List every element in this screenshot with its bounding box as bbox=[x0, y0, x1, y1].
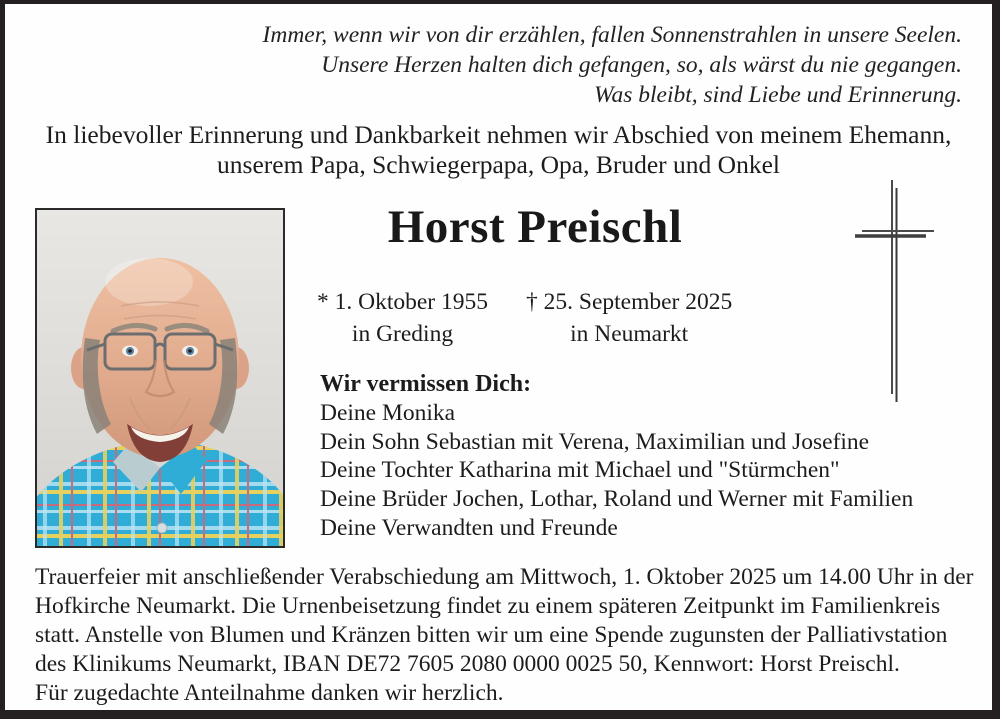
birth-symbol: * bbox=[317, 289, 329, 315]
epigraph-line-3: Was bleibt, sind Liebe und Erinnerung. bbox=[594, 82, 962, 108]
birth-place: in Greding bbox=[351, 321, 454, 347]
mourner-line: Deine Monika bbox=[320, 399, 456, 426]
death-symbol: † bbox=[526, 289, 538, 315]
mourners-heading: Wir vermissen Dich: bbox=[320, 371, 532, 397]
portrait-photo bbox=[35, 208, 285, 548]
intro-line-1: In liebevoller Erinnerung und Dankbarkeit nehmen wir Abschied von meinem Ehemann, bbox=[45, 120, 952, 149]
head-shine bbox=[105, 258, 193, 306]
funeral-line: Hofkirche Neumarkt. Die Urnenbeisetzung findet zu einem späteren Zeitpunkt im Familienkreis bbox=[35, 593, 941, 619]
life-dates bbox=[317, 286, 732, 350]
death-date: 25. September 2025 bbox=[543, 289, 733, 315]
funeral-line: Für zugedachte Anteilnahme danken wir herzlich. bbox=[35, 680, 504, 706]
mourner-line: Dein Sohn Sebastian mit Verena, Maximilian und Josefine bbox=[320, 428, 870, 455]
mourner-line: Deine Verwandten und Freunde bbox=[320, 514, 618, 541]
death-date-line bbox=[526, 286, 732, 318]
birth-date: 1. Oktober 1955 bbox=[334, 289, 489, 315]
memorial-cross-icon bbox=[850, 174, 945, 406]
shirt-button bbox=[157, 523, 167, 533]
funeral-line: Trauerfeier mit anschließender Verabschiedung am Mittwoch, 1. Oktober 2025 um 14.00 Uhr in der bbox=[35, 564, 974, 590]
birth-date-line bbox=[317, 286, 488, 318]
mourner-line: Deine Brüder Jochen, Lothar, Roland und Werner mit Familien bbox=[320, 486, 914, 513]
epigraph bbox=[263, 20, 962, 110]
intro-line-2: unserem Papa, Schwiegerpapa, Opa, Bruder und Onkel bbox=[217, 150, 780, 179]
mourner-line: Deine Tochter Katharina mit Michael und "Stürmchen" bbox=[320, 457, 840, 484]
funeral-info bbox=[35, 563, 980, 708]
epigraph-line-1: Immer, wenn wir von dir erzählen, fallen Sonnenstrahlen in unsere Seelen. bbox=[262, 22, 962, 48]
portrait-illustration bbox=[37, 210, 283, 546]
epigraph-line-2: Unsere Herzen halten dich gefangen, so, als wärst du nie gegangen. bbox=[321, 52, 962, 78]
deceased-name: Horst Preischl bbox=[387, 201, 683, 253]
intro-text bbox=[5, 120, 992, 180]
funeral-line: statt. Anstelle von Blumen und Kränzen bitten wir um eine Spende zugunsten der Palliativstation bbox=[35, 622, 948, 648]
death-place: in Neumarkt bbox=[570, 321, 689, 347]
birth-date-block bbox=[317, 286, 488, 350]
death-date-block bbox=[526, 286, 732, 350]
mourners-list bbox=[320, 370, 913, 543]
funeral-line: des Klinikums Neumarkt, IBAN DE72 7605 2080 0000 0025 50, Kennwort: Horst Preischl. bbox=[35, 651, 900, 677]
